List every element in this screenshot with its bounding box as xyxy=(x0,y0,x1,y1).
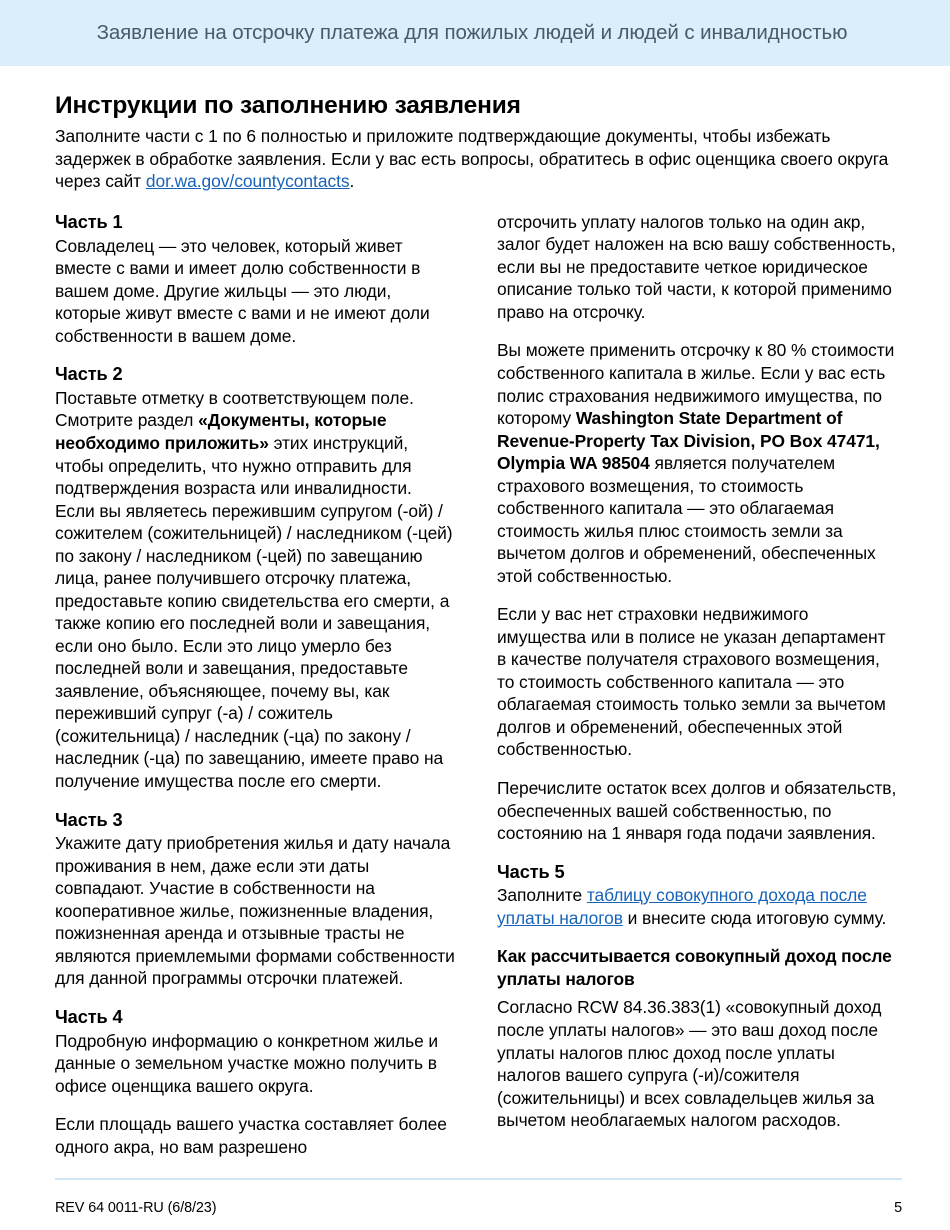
section-body-part-4-a: Подробную информацию о конкретном жилье и данные о земельном участке можно получить в офисе оценщика вашего округа. xyxy=(55,1030,439,1096)
footer-form-id: REV 64 0011-RU (6/8/23) xyxy=(55,1200,217,1216)
equity-text-1: Вы можете применить отсрочку к 80 % стоимости собственного капитала в жилье. Если у вас есть полис страхования недвижимого имущества, по которому xyxy=(497,340,895,429)
part-2-text-2: этих инструкций, чтобы определить, что нужно отправить для подтверждения возраста или инвалидности. Если вы являетесь пережившим супругом (-ой) / сожителем (сожительницей) / наследником (-цей) по закону / наследником (-цей) по завещанию лица, ранее получившего отсрочку платежа, предоставьте копию свидетельства его смерти, а также копию его последней воли и завещания, если оно было. Если это лицо умерло без последней воли и завещания, предоставьте заявление, объясняющее, почему вы, как переживший супруг (-а) / сожитель (сожительница) / наследник (-ца) по закону / наследник (-ца) по завещанию, имеете право на получение имущества после его смерти. xyxy=(55,433,453,791)
left-column xyxy=(55,211,455,1159)
part-2-bold-documents: «Документы, которые необходимо приложить» xyxy=(55,410,387,453)
page-header-band xyxy=(0,0,950,66)
page-header-title: Заявление на отсрочку платежа для пожилых людей и людей с инвалидностью xyxy=(96,21,848,44)
part-2-text-1: Поставьте отметку в соответствующем поле. Смотрите раздел xyxy=(55,387,414,431)
page-footer xyxy=(55,1200,902,1216)
county-contacts-link[interactable]: dor.wa.gov/countycontacts xyxy=(145,171,350,192)
section-title-part-1: Часть 1 xyxy=(55,211,123,232)
section-body-part-4-b: Если площадь вашего участка составляет более одного акра, но вам разрешено xyxy=(55,1114,447,1157)
intro-text-before-link: Заполните части с 1 по 6 полностью и приложите подтверждающие документы, чтобы избежать задержек в обработке заявления. Если у вас есть вопросы, обратитесь в офис оценщика своего округа через сайт xyxy=(55,125,889,192)
page-title: Инструкции по заполнению заявления xyxy=(55,92,521,119)
intro-text-after-link: . xyxy=(349,171,355,192)
section-body-part-3: Укажите дату приобретения жилья и дату начала проживания в нем, даже если эти даты совпадают. Участие в собственности на кооперативное жилье, пожизненные владения, пожизненная аренда и отзывные трасты не являются приемлемыми формами собственности для данной программы отсрочки платежей. xyxy=(55,833,455,989)
equity-paragraph xyxy=(497,339,897,587)
footer-page-number: 5 xyxy=(894,1200,902,1216)
section-title-part-4: Часть 4 xyxy=(55,1006,123,1027)
two-column-layout xyxy=(55,211,902,1159)
section-body-part-5 xyxy=(497,884,897,929)
section-body-part-2 xyxy=(55,387,455,793)
section-title-part-3: Часть 3 xyxy=(55,809,123,830)
footer-divider xyxy=(55,1178,902,1180)
part-5-text-after-link: и внесите сюда итоговую сумму. xyxy=(622,907,887,928)
no-insurance-paragraph: Если у вас нет страховки недвижимого имущества или в полисе не указан департамент в качестве получателя страхового возмещения, то стоимость собственного капитала — это облагаемая стоимость только земли за вычетом долгов и обременений, обеспеченных этой собственностью. xyxy=(497,604,886,760)
intro-paragraph xyxy=(55,125,902,193)
section-title-part-5: Часть 5 xyxy=(497,861,565,882)
section-body-part-1: Совладелец — это человек, который живет вместе с вами и имеет долю собственности в вашем доме. Другие жильцы — это люди, которые живут вместе с вами и не имеют доли собственности в вашем доме. xyxy=(55,235,430,346)
right-column xyxy=(497,211,897,1132)
part-5-text-before-link: Заполните xyxy=(497,885,587,906)
equity-text-2: является получателем страхового возмещения, то стоимость собственного капитала — это облагаемая стоимость жилья плюс стоимость земли за вычетом долгов и обременений, обеспеченных этой собственностью. xyxy=(497,453,876,586)
page-content xyxy=(0,66,950,1158)
rcw-definition-paragraph: Согласно RCW 84.36.383(1) «совокупный доход после уплаты налогов» — это ваш доход после уплаты налогов плюс доход после уплаты налогов вашего супруга (-и)/сожителя (сожительницы) и всех совладельцев жилья за вычетом необлагаемых налогом расходов. xyxy=(497,997,882,1131)
section-title-part-2: Часть 2 xyxy=(55,364,123,385)
part-4-continuation: отсрочить уплату налогов только на один акр, залог будет наложен на всю вашу собственность, если вы не предоставите четкое юридическое описание только той части, к которой применимо право на отсрочку. xyxy=(497,211,896,322)
debts-paragraph: Перечислите остаток всех долгов и обязательств, обеспеченных вашей собственностью, по состоянию на 1 января года подачи заявления. xyxy=(497,778,897,844)
combined-disposable-income-worksheet-link[interactable]: таблицу совокупного дохода после уплаты налогов xyxy=(497,885,867,928)
dor-address-bold: Washington State Department of Revenue-Property Tax Division, PO Box 47471, Olympia WA 98504 xyxy=(497,408,880,474)
subheading-how-calculated: Как рассчитывается совокупный доход после уплаты налогов xyxy=(497,946,892,989)
